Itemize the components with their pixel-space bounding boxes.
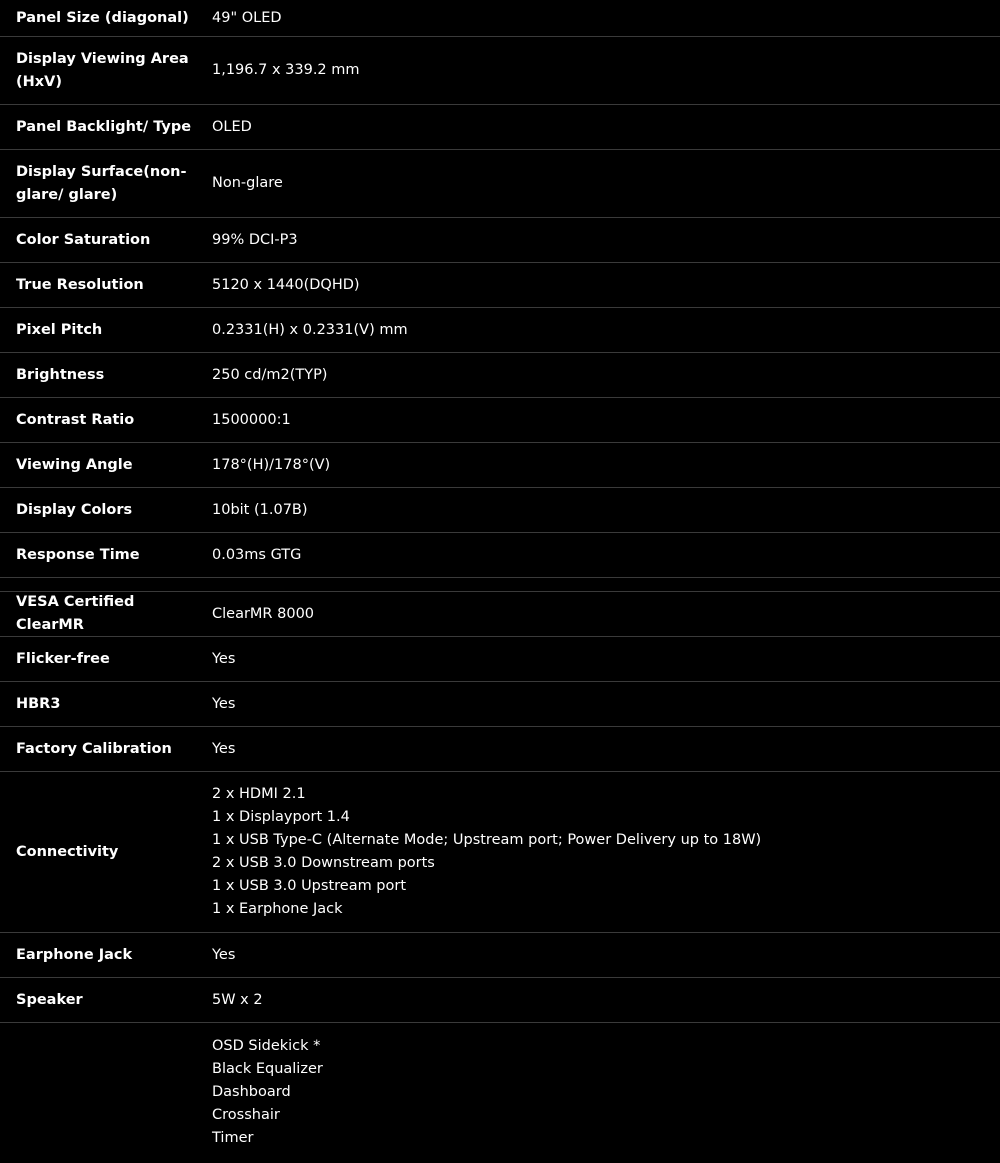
spec-label: Speaker bbox=[16, 991, 83, 1008]
spec-value-line: 1 x Displayport 1.4 bbox=[212, 809, 350, 825]
spec-row-connectivity bbox=[0, 772, 1000, 933]
spec-value-line: 0.2331(H) x 0.2331(V) mm bbox=[212, 321, 408, 338]
spec-row-earphone-jack bbox=[0, 933, 1000, 978]
spec-value bbox=[212, 738, 1000, 761]
spec-row-panel-backlight-type bbox=[0, 105, 1000, 150]
spec-value bbox=[212, 499, 1000, 522]
spec-value-line: 99% DCI-P3 bbox=[212, 231, 298, 248]
spec-value-line: 5W x 2 bbox=[212, 991, 263, 1008]
spec-value-line: 178°(H)/178°(V) bbox=[212, 456, 331, 473]
spec-value bbox=[212, 693, 1000, 716]
spec-value-line: 2 x HDMI 2.1 bbox=[212, 786, 306, 802]
spec-label: Pixel Pitch bbox=[16, 321, 103, 338]
spec-row-color-saturation bbox=[0, 218, 1000, 263]
spec-row-row-7 bbox=[0, 1023, 1000, 1163]
spec-value bbox=[212, 544, 1000, 567]
spec-row-true-resolution bbox=[0, 263, 1000, 308]
spec-value bbox=[212, 944, 1000, 967]
spec-value-line: 1,196.7 x 339.2 mm bbox=[212, 62, 360, 78]
spec-value-line: 1500000:1 bbox=[212, 411, 291, 428]
spec-label: Panel Backlight/ Type bbox=[16, 118, 192, 135]
spec-label: Connectivity bbox=[16, 843, 119, 860]
spec-label: Contrast Ratio bbox=[16, 411, 135, 428]
spec-row-hbr3 bbox=[0, 682, 1000, 727]
spec-row-brightness bbox=[0, 353, 1000, 398]
spec-row-display-viewing-area-hxv bbox=[0, 37, 1000, 105]
spec-value bbox=[212, 364, 1000, 387]
section-divider bbox=[0, 578, 1000, 592]
spec-label: Brightness bbox=[16, 366, 105, 383]
spec-value bbox=[212, 7, 1000, 30]
spec-label: Factory Calibration bbox=[16, 740, 172, 757]
spec-value bbox=[212, 603, 1000, 626]
spec-group-features bbox=[0, 592, 1000, 1163]
spec-label: True Resolution bbox=[16, 276, 144, 293]
spec-value-line: Black Equalizer bbox=[212, 1061, 323, 1077]
spec-value bbox=[212, 648, 1000, 671]
spec-value-line: 1 x USB Type-C (Alternate Mode; Upstream port; Power Delivery up to 18W) bbox=[212, 832, 762, 848]
spec-value-line: 5120 x 1440(DQHD) bbox=[212, 276, 360, 293]
spec-value bbox=[212, 59, 1000, 82]
spec-value bbox=[212, 783, 1000, 921]
spec-label: Display Colors bbox=[16, 501, 133, 518]
spec-value-line: Yes bbox=[212, 946, 236, 963]
spec-value-line: OSD Sidekick * bbox=[212, 1038, 321, 1054]
spec-row-display-surface-non-glare-glare bbox=[0, 150, 1000, 218]
spec-row-vesa-certified-clearmr bbox=[0, 592, 1000, 637]
spec-value bbox=[212, 989, 1000, 1012]
spec-value bbox=[212, 229, 1000, 252]
spec-value-line: 49" OLED bbox=[212, 9, 282, 26]
spec-value bbox=[212, 409, 1000, 432]
spec-row-pixel-pitch bbox=[0, 308, 1000, 353]
spec-value bbox=[212, 454, 1000, 477]
spec-label: Flicker-free bbox=[16, 650, 110, 667]
spec-value bbox=[212, 1035, 1000, 1150]
spec-label: Panel Size (diagonal) bbox=[16, 9, 189, 26]
spec-value-line: Crosshair bbox=[212, 1107, 280, 1123]
spec-value bbox=[212, 274, 1000, 297]
spec-value-line: 2 x USB 3.0 Downstream ports bbox=[212, 855, 435, 871]
spec-value-line: Dashboard bbox=[212, 1084, 291, 1100]
spec-row-panel-size-diagonal bbox=[0, 0, 1000, 37]
spec-value bbox=[212, 116, 1000, 139]
spec-value-line: OLED bbox=[212, 118, 252, 135]
spec-value-line: Non-glare bbox=[212, 175, 283, 191]
spec-value-line: Yes bbox=[212, 740, 236, 757]
spec-label: Response Time bbox=[16, 546, 140, 563]
spec-row-speaker bbox=[0, 978, 1000, 1023]
spec-label: Display Surface(non-glare/ glare) bbox=[16, 163, 187, 203]
spec-label: VESA Certified ClearMR bbox=[16, 594, 135, 633]
spec-value-line: 1 x Earphone Jack bbox=[212, 901, 343, 917]
spec-value-line: Timer bbox=[212, 1130, 254, 1146]
spec-value bbox=[212, 172, 1000, 195]
spec-row-display-colors bbox=[0, 488, 1000, 533]
spec-label: HBR3 bbox=[16, 695, 61, 712]
spec-row-contrast-ratio bbox=[0, 398, 1000, 443]
spec-row-factory-calibration bbox=[0, 727, 1000, 772]
spec-label: Viewing Angle bbox=[16, 456, 133, 473]
spec-row-response-time bbox=[0, 533, 1000, 578]
spec-value-line: Yes bbox=[212, 650, 236, 667]
spec-label: Color Saturation bbox=[16, 231, 151, 248]
spec-row-viewing-angle bbox=[0, 443, 1000, 488]
spec-group-display bbox=[0, 0, 1000, 578]
spec-label: Display Viewing Area (HxV) bbox=[16, 50, 189, 90]
spec-value bbox=[212, 319, 1000, 342]
spec-value-line: 1 x USB 3.0 Upstream port bbox=[212, 878, 407, 894]
spec-value-line: 10bit (1.07B) bbox=[212, 501, 308, 518]
spec-value-line: 250 cd/m2(TYP) bbox=[212, 366, 328, 383]
spec-value-line: Yes bbox=[212, 695, 236, 712]
spec-row-flicker-free bbox=[0, 637, 1000, 682]
spec-label: Earphone Jack bbox=[16, 946, 133, 963]
spec-value-line: 0.03ms GTG bbox=[212, 546, 302, 563]
spec-value-line: ClearMR 8000 bbox=[212, 605, 315, 622]
